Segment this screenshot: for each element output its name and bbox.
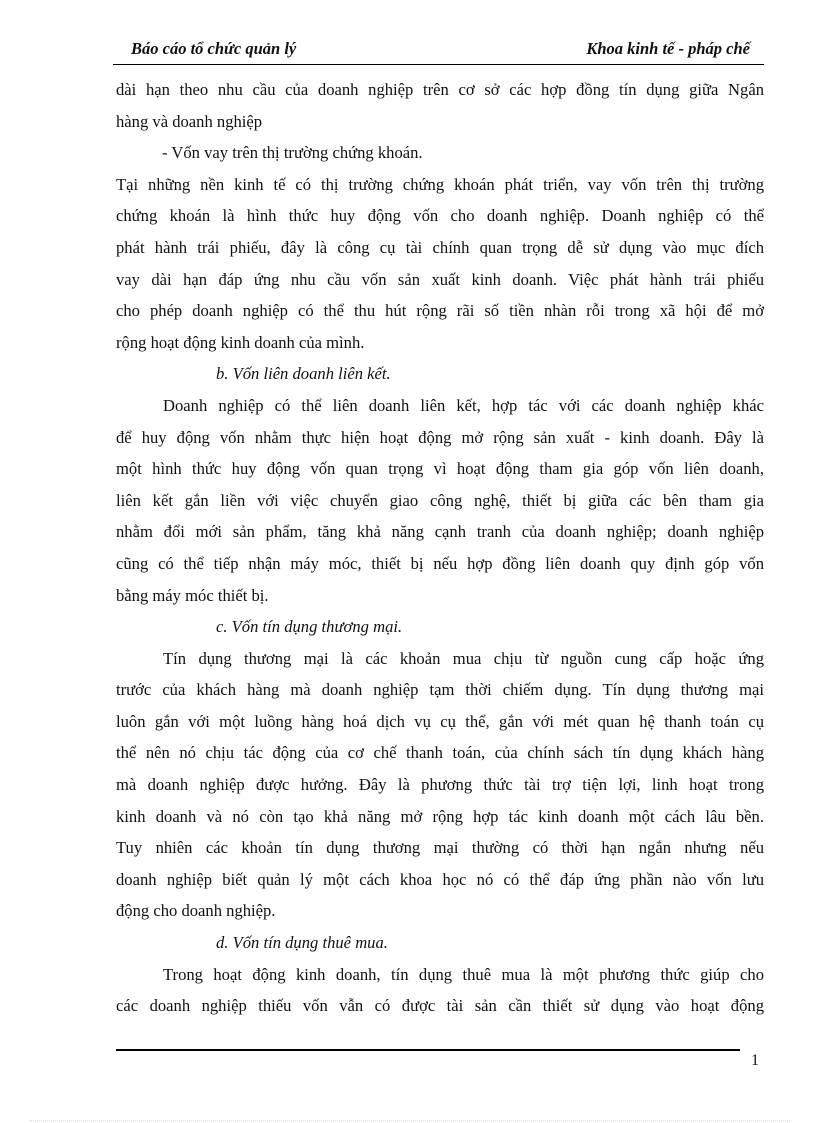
text-line: Tuy nhiên các khoản tín dụng thương mại thường có thời hạn ngắn nhưng nếu — [116, 838, 764, 858]
page-number: 1 — [751, 1052, 759, 1069]
text-line: Doanh nghiệp có thể liên doanh liên kết, hợp tác với các doanh nghiệp khác — [163, 395, 764, 415]
text-line: trước của khách hàng mà doanh nghiệp tạm thời chiếm dụng. Tín dụng thương mại — [116, 680, 764, 700]
text-line: kinh doanh và nó còn tạo khả năng mở rộng hợp tác kinh doanh một cách lâu bền. — [116, 806, 764, 826]
section-heading: d. Vốn tín dụng thuê mua. — [216, 933, 388, 953]
text-line: hàng và doanh nghiệp — [116, 111, 263, 131]
text-line: cũng có thể tiếp nhận máy móc, thiết bị nếu hợp đồng liên doanh quy định góp vốn — [116, 553, 764, 573]
text-line: Tín dụng thương mại là các khoản mua chịu từ nguồn cung cấp hoặc ứng — [163, 648, 764, 668]
text-line: doanh nghiệp biết quản lý một cách khoa học nó có thể đáp ứng phần nào vốn lưu — [116, 869, 764, 889]
header-right-title: Khoa kinh tế - pháp chế — [586, 39, 750, 58]
header-left-title: Báo cáo tổ chức quản lý — [131, 39, 297, 58]
text-line: rộng hoạt động kinh doanh của mình. — [116, 332, 365, 352]
page-edge-divider — [30, 1120, 790, 1121]
text-line: phát hành trái phiếu, đây là công cụ tài chính quan trọng dễ sử dụng vào mục đích — [116, 237, 764, 257]
text-line: để huy động vốn nhằm thực hiện hoạt động mở rộng sản xuất - kinh doanh. Đây là — [116, 427, 764, 447]
text-line: một hình thức huy động vốn quan trọng vì hoạt động tham gia góp vốn liên doanh, — [116, 459, 764, 479]
text-line: cho phép doanh nghiệp có thể thu hút rộng rãi số tiền nhàn rỗi trong xã hội để mở — [116, 301, 764, 321]
section-heading: c. Vốn tín dụng thương mại. — [216, 617, 403, 637]
text-line: luôn gắn với một luồng hàng hoá dịch vụ cụ thể, gắn với mét quan hệ thanh toán cụ — [116, 711, 764, 731]
text-line: Trong hoạt động kinh doanh, tín dụng thuê mua là một phương thức giúp cho — [163, 964, 764, 984]
document-body — [116, 74, 764, 1022]
section-heading: b. Vốn liên doanh liên kết. — [216, 364, 391, 384]
page-header — [113, 36, 750, 66]
text-line: Tại những nền kinh tế có thị trường chứng khoán phát triển, vay vốn trên thị trường — [116, 174, 764, 194]
list-item: - Vốn vay trên thị trường chứng khoán. — [162, 143, 423, 163]
text-line: động cho doanh nghiệp. — [116, 901, 276, 921]
text-line: vay dài hạn đáp ứng nhu cầu vốn sản xuất kinh doanh. Việc phát hành trái phiếu — [116, 269, 764, 289]
text-line: thể nên nó chịu tác động của cơ chế thanh toán, của chính sách tín dụng khách hàng — [116, 743, 764, 763]
footer-rule — [116, 1049, 740, 1051]
text-line: các doanh nghiệp thiếu vốn vẫn có được tài sản cần thiết sử dụng vào hoạt động — [116, 996, 764, 1016]
text-line: chứng khoán là hình thức huy động vốn cho doanh nghiệp. Doanh nghiệp có thể — [116, 206, 764, 226]
text-line: dài hạn theo nhu cầu của doanh nghiệp trên cơ sở các hợp đồng tín dụng giữa Ngân — [116, 80, 764, 99]
text-line: mà doanh nghiệp được hưởng. Đây là phương thức tài trợ tiện lợi, linh hoạt trong — [116, 775, 764, 795]
text-line: nhằm đổi mới sản phẩm, tăng khả năng cạnh tranh của doanh nghiệp; doanh nghiệp — [116, 522, 764, 542]
header-rule — [113, 64, 764, 65]
text-line: bằng máy móc thiết bị. — [116, 585, 269, 605]
text-line: liên kết gắn liền với việc chuyển giao công nghệ, thiết bị giữa các bên tham gia — [116, 490, 764, 510]
